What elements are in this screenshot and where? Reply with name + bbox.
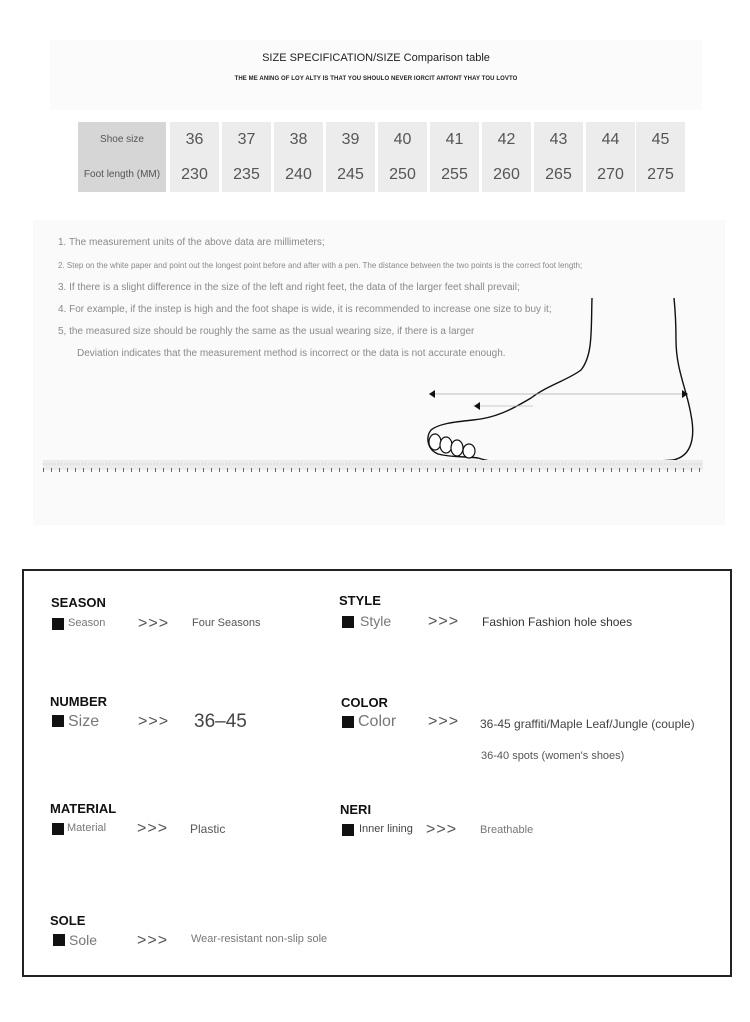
toe-shape xyxy=(440,437,452,453)
color-value: 36-45 graffiti/Maple Leaf/Jungle (couple) xyxy=(480,717,695,731)
instruction-note: Deviation indicates that the measurement method is incorrect or the data is not accurate enough. xyxy=(77,348,506,359)
material-key: Material xyxy=(67,822,107,834)
table-cell: 265 xyxy=(534,157,583,192)
measurement-instructions-panel xyxy=(33,220,725,525)
arrow-left-icon xyxy=(474,402,480,410)
arrow-separator: >>> xyxy=(137,932,169,949)
shoe-size-row xyxy=(78,122,688,157)
sole-key: Sole xyxy=(69,932,98,948)
table-cell: 230 xyxy=(170,157,219,192)
ruler xyxy=(43,460,703,470)
style-value: Fashion Fashion hole shoes xyxy=(482,615,633,629)
page-subtitle: THE ME ANING OF LOY ALTY IS THAT YOU SHOULO NEVER IORCIT ANTONT YHAY TOU LOVTO xyxy=(234,76,518,82)
season-key: Season xyxy=(68,617,106,629)
sole-value: Wear-resistant non-slip sole xyxy=(191,933,328,945)
table-cell: 270 xyxy=(586,157,635,192)
foot-measurement-illustration xyxy=(33,220,725,525)
table-cell: 37 xyxy=(222,122,271,157)
foot-length-label: Foot length (MM) xyxy=(78,157,166,192)
inner-lining-value: Breathable xyxy=(480,824,534,836)
inner-lining-key: Inner lining xyxy=(359,823,413,835)
table-cell: 38 xyxy=(274,122,323,157)
material-value: Plastic xyxy=(190,822,226,836)
table-cell: 255 xyxy=(430,157,479,192)
arrow-separator: >>> xyxy=(137,820,169,837)
toe-shape xyxy=(451,440,463,456)
table-cell: 240 xyxy=(274,157,323,192)
table-cell: 42 xyxy=(482,122,531,157)
arrow-separator: >>> xyxy=(428,713,460,730)
arrow-separator: >>> xyxy=(426,821,458,838)
toe-shape xyxy=(429,434,441,450)
page-title: SIZE SPECIFICATION/SIZE Comparison table xyxy=(262,52,490,64)
style-title: STYLE xyxy=(339,593,381,608)
material-title: MATERIAL xyxy=(50,801,117,816)
table-cell: 36 xyxy=(170,122,219,157)
toe-shape xyxy=(463,444,475,458)
color-value-secondary: 36-40 spots (women's shoes) xyxy=(481,750,625,762)
season-value: Four Seasons xyxy=(192,617,261,629)
product-spec-box xyxy=(22,569,732,977)
square-bullet-icon xyxy=(52,715,64,727)
square-bullet-icon xyxy=(342,616,354,628)
foot-length-row xyxy=(78,157,688,192)
arrow-separator: >>> xyxy=(428,613,460,630)
instruction-note: 5, the measured size should be roughly the same as the usual wearing size, if there is a larger xyxy=(58,326,475,337)
style-key: Style xyxy=(360,613,392,629)
table-cell: 250 xyxy=(378,157,427,192)
size-key: Size xyxy=(68,713,100,730)
table-cell: 275 xyxy=(636,157,685,192)
square-bullet-icon xyxy=(52,823,64,835)
color-key: Color xyxy=(358,713,397,730)
instruction-note: 3. If there is a slight difference in the size of the left and right feet, the data of the larger feet shall prevail; xyxy=(58,282,520,293)
square-bullet-icon xyxy=(342,824,354,836)
sole-title: SOLE xyxy=(50,913,86,928)
season-title: SEASON xyxy=(51,595,106,610)
table-cell: 40 xyxy=(378,122,427,157)
color-title: COLOR xyxy=(341,695,388,710)
size-value: 36–45 xyxy=(194,711,247,732)
size-comparison-table xyxy=(78,122,688,192)
arrow-separator: >>> xyxy=(138,713,170,730)
foot-outline xyxy=(428,298,693,463)
arrow-left-icon xyxy=(429,390,435,398)
table-cell: 235 xyxy=(222,157,271,192)
square-bullet-icon xyxy=(342,716,354,728)
square-bullet-icon xyxy=(53,934,65,946)
number-title: NUMBER xyxy=(50,694,108,709)
neri-title: NERI xyxy=(340,802,372,817)
table-cell: 43 xyxy=(534,122,583,157)
table-cell: 45 xyxy=(636,122,685,157)
arrow-separator: >>> xyxy=(138,615,170,632)
table-cell: 260 xyxy=(482,157,531,192)
instruction-note: 4. For example, if the instep is high and the foot shape is wide, it is recommended to increase one size to buy it; xyxy=(58,304,552,315)
table-cell: 44 xyxy=(586,122,635,157)
size-spec-header xyxy=(50,40,702,110)
table-cell: 39 xyxy=(326,122,375,157)
table-cell: 41 xyxy=(430,122,479,157)
shoe-size-label: Shoe size xyxy=(78,122,166,157)
instruction-note: 1. The measurement units of the above data are millimeters; xyxy=(58,237,325,248)
square-bullet-icon xyxy=(52,618,64,630)
instruction-note: 2. Step on the white paper and point out the longest point before and after with a pen. The distance between the two points is the correct foot length; xyxy=(58,261,583,270)
table-cell: 245 xyxy=(326,157,375,192)
